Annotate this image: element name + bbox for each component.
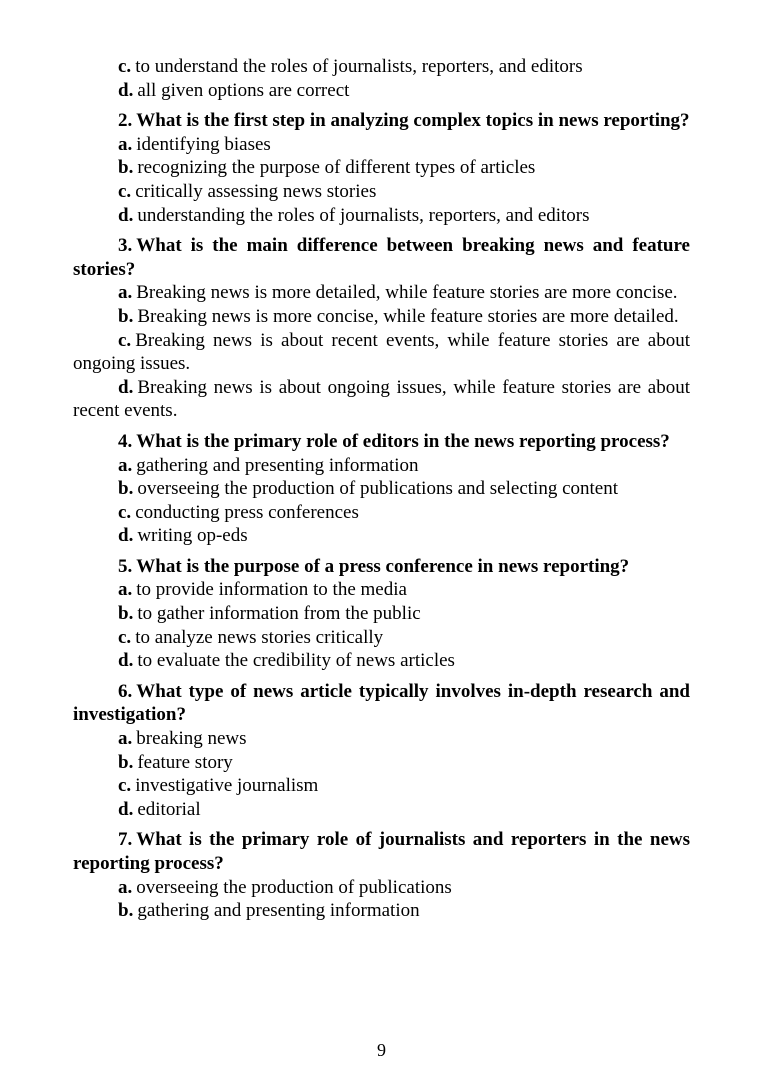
- option: [73, 281, 690, 305]
- option: [73, 305, 690, 329]
- option: [73, 602, 690, 626]
- option: [73, 204, 690, 228]
- option: [73, 751, 690, 775]
- option-label: d.: [118, 525, 134, 547]
- question-4: [73, 430, 690, 548]
- option-label: a.: [118, 876, 133, 898]
- option-label: a.: [118, 728, 133, 750]
- option-label: b.: [118, 900, 134, 922]
- question-text: What type of news article typically involves in-depth research and investigation?: [73, 680, 690, 726]
- question-stem: [73, 555, 690, 579]
- option-label: d.: [118, 204, 134, 226]
- option: [73, 156, 690, 180]
- option-label: c.: [118, 626, 132, 648]
- option: [73, 899, 690, 923]
- question-2: [73, 109, 690, 227]
- option-label: a.: [118, 579, 133, 601]
- question-list: [73, 55, 690, 923]
- question-6: [73, 680, 690, 822]
- option-text: to evaluate the credibility of news articles: [137, 650, 455, 672]
- option-text: to understand the roles of journalists, reporters, and editors: [135, 56, 583, 77]
- option-label: c.: [118, 329, 132, 351]
- question-text: What is the primary role of journalists and reporters in the news reporting process?: [73, 829, 690, 874]
- option-label: a.: [118, 133, 133, 155]
- question-stem: [73, 828, 690, 875]
- option-text: feature story: [137, 751, 233, 773]
- option-text: overseeing the production of publications: [136, 876, 452, 898]
- option: [73, 727, 690, 751]
- option: [73, 133, 690, 157]
- option-text: understanding the roles of journalists, reporters, and editors: [137, 204, 590, 226]
- option-label: d.: [118, 376, 134, 398]
- question-stem: [73, 680, 690, 727]
- question-number: 7.: [118, 829, 133, 851]
- option-label: d.: [118, 650, 134, 672]
- question-number: 4.: [118, 430, 133, 452]
- option-label: b.: [118, 478, 134, 500]
- option: [73, 649, 690, 673]
- option-text: critically assessing news stories: [135, 180, 377, 202]
- option: [73, 329, 690, 376]
- option: [73, 79, 690, 103]
- option-text: to provide information to the media: [136, 579, 407, 601]
- option-text: investigative journalism: [135, 775, 319, 797]
- page-number: 9: [377, 1040, 386, 1060]
- option: [73, 376, 690, 423]
- option-text: overseeing the production of publications and selecting content: [137, 478, 618, 500]
- option-label: a.: [118, 282, 133, 304]
- question-number: 6.: [118, 680, 133, 702]
- option-label: c.: [118, 501, 132, 523]
- option-label: d.: [118, 79, 134, 101]
- option-label: b.: [118, 305, 134, 327]
- option: [73, 798, 690, 822]
- option-text: recognizing the purpose of different types of articles: [137, 157, 536, 179]
- option: [73, 774, 690, 798]
- option-text: gathering and presenting information: [136, 454, 419, 476]
- question-number: 5.: [118, 555, 133, 577]
- question-number: 2.: [118, 110, 133, 132]
- option: [73, 454, 690, 478]
- question-text: What is the purpose of a press conference in news reporting?: [136, 555, 630, 577]
- option-text: Breaking news is about recent events, while feature stories are about ongoing issues.: [73, 329, 690, 375]
- option-label: c.: [118, 775, 132, 797]
- question-3: [73, 234, 690, 423]
- option-label: b.: [118, 157, 134, 179]
- question-text: What is the first step in analyzing complex topics in news reporting?: [136, 110, 690, 132]
- question-1: [73, 55, 690, 102]
- option-text: editorial: [137, 798, 201, 820]
- option-text: all given options are correct: [137, 79, 350, 101]
- question-5: [73, 555, 690, 673]
- option-text: Breaking news is about ongoing issues, while feature stories are about recent events.: [73, 376, 690, 422]
- question-stem: [73, 109, 690, 133]
- question-text: What is the main difference between breaking news and feature stories?: [73, 235, 690, 280]
- option-text: Breaking news is more concise, while feature stories are more detailed.: [137, 305, 679, 327]
- option-label: b.: [118, 751, 134, 773]
- option-label: d.: [118, 798, 134, 820]
- option-text: breaking news: [136, 728, 247, 750]
- question-number: 3.: [118, 235, 133, 257]
- option-text: gathering and presenting information: [137, 900, 420, 922]
- option-label: c.: [118, 180, 132, 202]
- option-text: Breaking news is more detailed, while feature stories are more concise.: [136, 282, 678, 304]
- option: [73, 626, 690, 650]
- option: [73, 876, 690, 900]
- option: [73, 524, 690, 548]
- option-text: conducting press conferences: [135, 501, 359, 523]
- option: [73, 477, 690, 501]
- question-stem: [73, 234, 690, 281]
- option: [73, 501, 690, 525]
- question-text: What is the primary role of editors in the news reporting process?: [136, 430, 670, 452]
- question-7: [73, 828, 690, 922]
- option: [73, 578, 690, 602]
- option-text: writing op-eds: [137, 525, 248, 547]
- question-stem: [73, 430, 690, 454]
- option-label: b.: [118, 603, 134, 625]
- option: [73, 180, 690, 204]
- option: [73, 55, 690, 79]
- option-text: to analyze news stories critically: [135, 626, 384, 648]
- option-text: identifying biases: [136, 133, 271, 155]
- option-label: c.: [118, 56, 132, 77]
- option-label: a.: [118, 454, 133, 476]
- option-text: to gather information from the public: [137, 603, 421, 625]
